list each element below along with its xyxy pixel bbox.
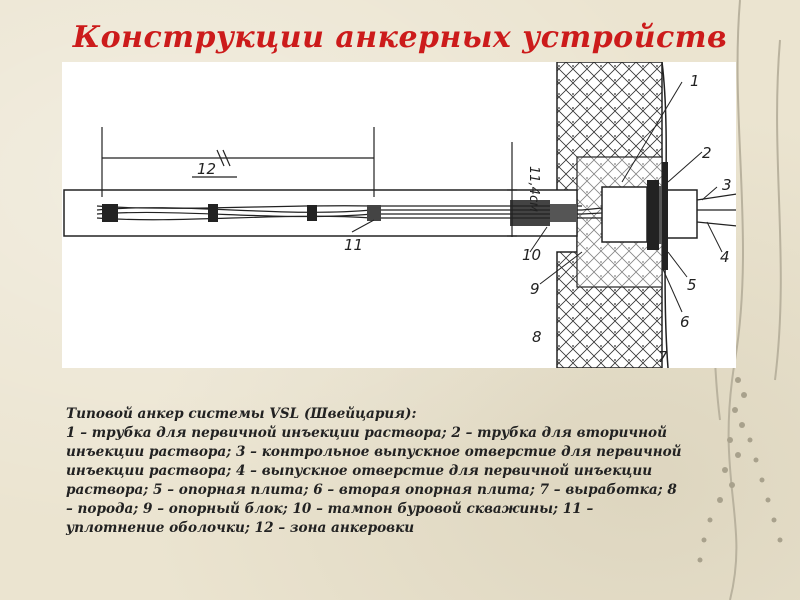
label-6: 6 xyxy=(680,313,690,331)
caption-line: раствора; 5 – опорная плита; 6 – вторая опорная плита; 7 – выработка; 8 xyxy=(66,482,677,498)
label-5: 5 xyxy=(687,276,697,294)
label-11: 11 xyxy=(344,236,364,254)
label-10: 10 xyxy=(522,246,542,264)
label-12: 12 xyxy=(197,160,217,178)
label-2: 2 xyxy=(702,144,712,162)
caption-line: инъекции раствора; 4 – выпускное отверстие для первичной инъекции xyxy=(66,463,653,479)
caption-line: 1 – трубка для первичной инъекции раствора; 2 – трубка для вторичной xyxy=(66,425,667,441)
label-4: 4 xyxy=(720,248,730,266)
anchor-diagram xyxy=(62,62,736,368)
dimension-label: 11,4см xyxy=(526,166,541,212)
figure-caption xyxy=(66,405,738,538)
caption-line: – порода; 9 – опорный блок; 10 – тампон буровой скважины; 11 – xyxy=(66,501,594,517)
label-3: 3 xyxy=(722,176,732,194)
label-7: 7 xyxy=(658,348,668,366)
caption-line: Типовой анкер системы VSL (Швейцария): xyxy=(66,406,417,422)
slide-title: Конструкции анкерных устройств xyxy=(72,20,728,55)
caption-line: инъекции раствора; 3 – контрольное выпускное отверстие для первичной xyxy=(66,444,682,460)
label-1: 1 xyxy=(690,72,700,90)
label-9: 9 xyxy=(530,280,540,298)
caption-line: уплотнение оболочки; 12 – зона анкеровки xyxy=(66,520,415,536)
label-8: 8 xyxy=(532,328,542,346)
